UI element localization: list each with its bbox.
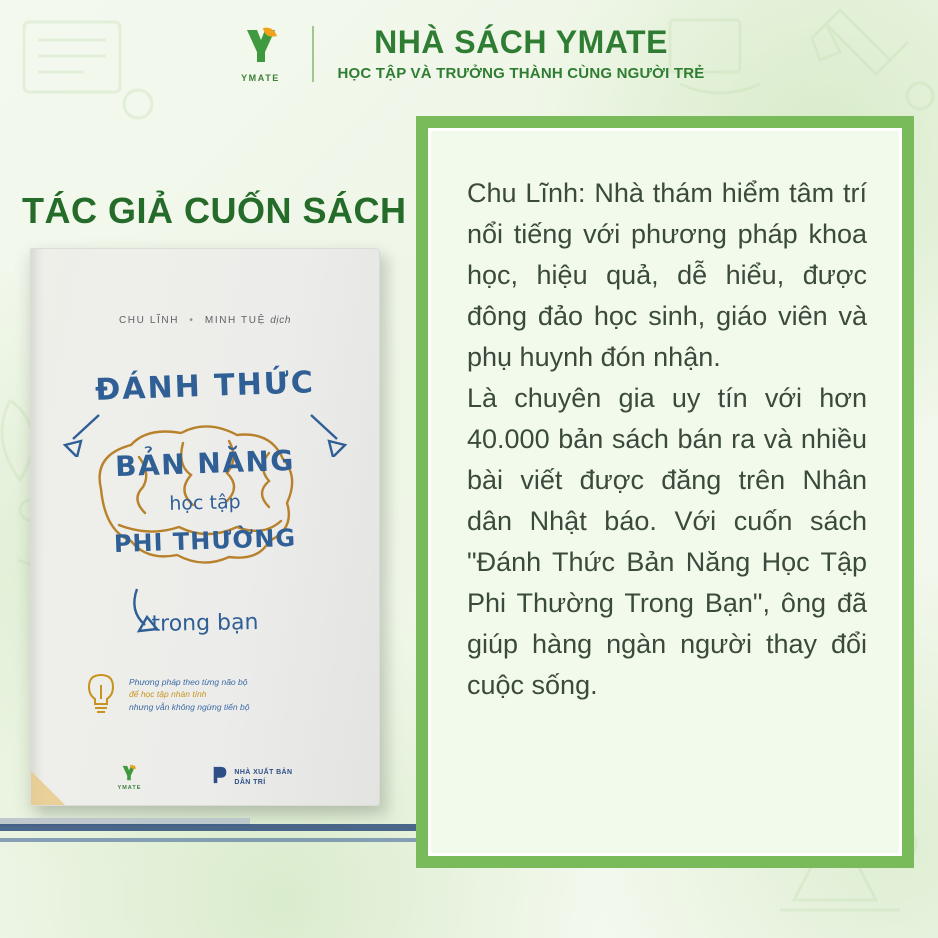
cover-title-line3: học tập <box>169 491 241 515</box>
publisher-icon <box>211 765 229 790</box>
author-bio-panel-inner <box>428 128 902 856</box>
cover-mini-logo-icon <box>118 764 142 791</box>
publisher-text <box>234 768 292 786</box>
cover-title-line4: PHI THƯỜNG <box>113 523 297 559</box>
book-translator-suffix: dịch <box>270 315 291 326</box>
ymate-logo-icon <box>234 23 288 85</box>
book-credits <box>31 315 379 326</box>
publisher-line-1: NHÀ XUẤT BẢN <box>234 769 293 777</box>
cover-badge-text <box>129 677 249 713</box>
publisher-line-2: DÂN TRÍ <box>234 778 266 786</box>
author-bio-paragraph-1: Chu Lĩnh: Nhà thám hiểm tâm trí nổi tiếng với phương pháp khoa học, hiệu quả, dễ hiểu, được đông đảo học sinh, giáo viên và phụ huynh đón nhận. <box>467 178 867 373</box>
lightbulb-icon <box>81 669 121 720</box>
book-cover <box>30 248 390 818</box>
brand-subtitle: HỌC TẬP VÀ TRƯỞNG THÀNH CÙNG NGƯỜI TRẺ <box>337 65 705 83</box>
badge-line-3: nhưng vẫn không ngừng tiến bộ <box>129 701 250 712</box>
cover-mini-logo-word: YMATE <box>117 785 142 791</box>
book-front <box>30 248 380 806</box>
badge-line-2: để học tập nhàn tính <box>129 689 207 700</box>
desk-decoration <box>0 818 420 938</box>
desk-line-primary <box>0 824 420 831</box>
cover-footer <box>31 764 379 791</box>
section-title: TÁC GIẢ CUỐN SÁCH <box>22 190 407 231</box>
author-bio-paragraph-2: Là chuyên gia uy tín với hơn 40.000 bản sách bán ra và nhiều bài viết được đăng trên Nhân dân Nhật báo. Với cuốn sách "Đánh Thức Bản Năng Học Tập Phi Thường Trong Bạn", ông đã giúp hàng ngàn người thay đổi cuộc sống. <box>467 383 867 701</box>
badge-line-1: Phương pháp theo từng não bộ <box>129 676 248 687</box>
cover-title-line2: BẢN NĂNG <box>114 443 296 484</box>
header <box>0 0 938 108</box>
book-translator: MINH TUỆ <box>204 315 266 326</box>
publisher-block <box>211 765 292 790</box>
cover-title-line1: ĐÁNH THỨC <box>94 365 316 408</box>
brand-text <box>337 23 705 83</box>
logo-wordmark: YMATE <box>241 72 280 83</box>
desk-line-secondary <box>0 838 420 842</box>
book-author: CHU LĨNH <box>118 315 180 326</box>
cover-title-line5: trong bạn <box>151 610 259 637</box>
credit-separator: • <box>189 315 195 326</box>
cover-badge <box>81 669 331 720</box>
author-bio-panel <box>416 116 914 868</box>
brand-logo-block <box>234 23 705 85</box>
vertical-divider <box>312 26 314 82</box>
brand-title: NHÀ SÁCH YMATE <box>374 23 668 60</box>
book-spine <box>31 249 43 805</box>
